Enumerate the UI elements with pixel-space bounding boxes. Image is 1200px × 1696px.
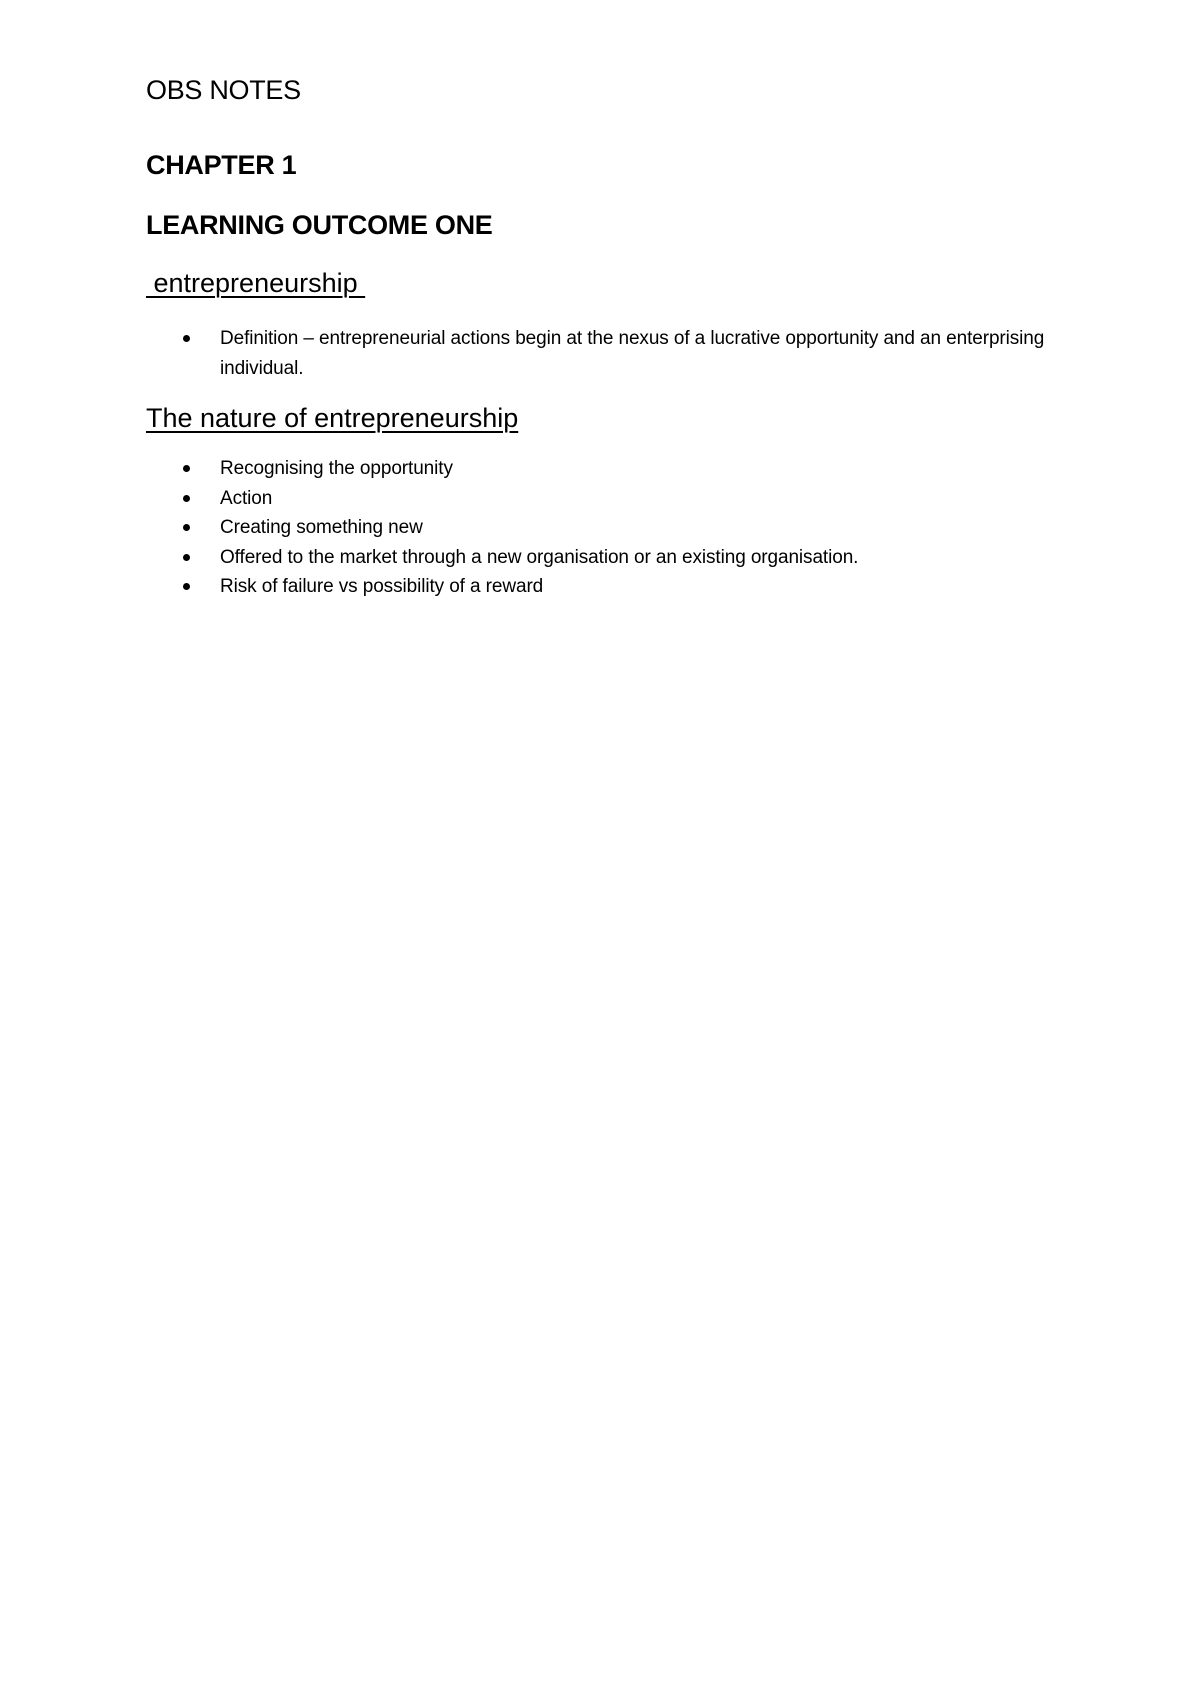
list-item-text: Creating something new	[220, 517, 423, 538]
list-item-text: Definition – entrepreneurial actions begin at the nexus of a lucrative opportunity and an enterprising individual.	[220, 328, 1045, 379]
definition-list	[180, 324, 1050, 384]
list-item	[180, 513, 858, 543]
bullet-icon	[183, 465, 190, 472]
list-item	[180, 572, 858, 602]
list-item	[180, 543, 858, 573]
list-item-text: Recognising the opportunity	[220, 458, 453, 479]
bullet-icon	[183, 335, 190, 342]
bullet-icon	[183, 583, 190, 590]
learning-outcome-heading: LEARNING OUTCOME ONE	[146, 210, 493, 240]
list-item-text: Offered to the market through a new organisation or an existing organisation.	[220, 546, 859, 568]
bullet-icon	[183, 495, 190, 502]
list-item-text: Risk of failure vs possibility of a reward	[220, 576, 544, 597]
section-heading-nature: The nature of entrepreneurship	[146, 403, 519, 433]
bullet-icon	[183, 554, 190, 561]
list-item-text: Action	[220, 487, 273, 509]
list-item	[180, 324, 1050, 384]
bullet-icon	[183, 524, 190, 531]
nature-list	[180, 454, 858, 602]
list-item	[180, 484, 858, 514]
document-title: OBS NOTES	[146, 75, 301, 105]
list-item	[180, 454, 858, 484]
section-heading-entrepreneurship: entrepreneurship	[146, 268, 366, 298]
chapter-heading: CHAPTER 1	[146, 150, 297, 180]
